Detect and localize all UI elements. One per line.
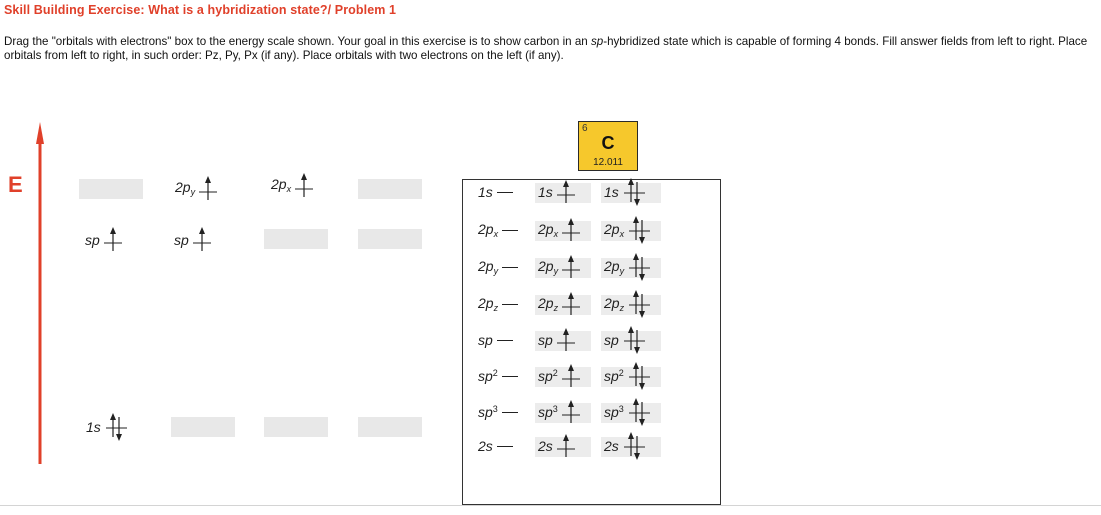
orbital-line <box>502 230 518 231</box>
orbital-label: $sp^2$ <box>478 368 498 384</box>
atomic-mass: 12.011 <box>593 157 623 168</box>
electron-pair-icon <box>621 432 647 460</box>
instructions-part-a: Drag the "orbitals with electrons" box to the energy scale shown. Your goal in this exercise is to show carbon in an <box>4 35 591 48</box>
electron-up-icon <box>555 434 577 458</box>
orbital-label: $2p_y$ <box>538 258 559 276</box>
electron-up-icon <box>293 173 315 199</box>
answer-slot-r2-4[interactable] <box>358 229 422 249</box>
electron-up-icon <box>555 328 577 352</box>
palette-orbital-1s-double[interactable] <box>604 180 647 204</box>
palette-orbital-2py-empty[interactable] <box>478 255 518 279</box>
orbital-label: 2s <box>538 438 553 454</box>
orbital-label: sp <box>604 332 619 348</box>
palette-orbital-2pz-empty[interactable] <box>478 292 518 316</box>
electron-pair-icon <box>103 413 129 441</box>
orbital-label: sp <box>174 232 189 248</box>
orbital-label: 1s <box>478 184 493 200</box>
orbital-line <box>502 304 518 305</box>
orbital-label: 1s <box>538 184 553 200</box>
orbital-sp-single[interactable] <box>174 226 213 254</box>
energy-axis-label: E <box>8 172 23 197</box>
orbital-line <box>502 412 518 413</box>
orbital-label: $2p_x$ <box>478 221 499 239</box>
orbital-label: $2p_y$ <box>604 258 625 276</box>
orbital-label: sp <box>538 332 553 348</box>
palette-orbital-2s-single[interactable] <box>538 434 577 458</box>
electron-pair-icon <box>621 326 647 354</box>
orbital-label: 1s <box>86 419 101 435</box>
orbital-label: 1s <box>604 184 619 200</box>
palette-orbital-2s-empty[interactable] <box>478 434 513 458</box>
electron-up-icon <box>191 227 213 253</box>
orbital-sp-single[interactable] <box>85 226 124 254</box>
orbital-label: $2p_z$ <box>604 295 625 313</box>
orbital-label: $sp^3$ <box>538 404 558 420</box>
energy-arrow-icon <box>36 122 44 464</box>
orbital-label: 2s <box>604 438 619 454</box>
palette-orbital-sp-double[interactable] <box>604 328 647 352</box>
palette-orbital-sp2-double[interactable] <box>604 364 652 388</box>
electron-up-icon <box>560 364 582 388</box>
orbital-label: $2p_y$ <box>175 178 196 197</box>
palette-orbital-2s-double[interactable] <box>604 434 647 458</box>
answer-slot-r3-3[interactable] <box>264 417 328 437</box>
orbital-2py-single[interactable] <box>175 175 219 203</box>
electron-up-icon <box>560 255 582 279</box>
orbital-label: $2p_z$ <box>478 295 499 313</box>
electron-pair-icon <box>626 253 652 281</box>
palette-orbital-sp3-empty[interactable] <box>478 400 518 424</box>
palette-orbital-2px-double[interactable] <box>604 218 652 242</box>
orbital-label: $2p_x$ <box>271 175 292 194</box>
instructions-part-b: -hybridized state which is capable of forming 4 bonds. Fill answer fields from left to right. Place orbitals from left to right, in such order: Pz, Py, Px (if any). Place orbitals with two electrons on the left (if any). <box>4 35 1088 62</box>
palette-orbital-sp2-single[interactable] <box>538 364 582 388</box>
answer-slot-r3-2[interactable] <box>171 417 235 437</box>
palette-orbital-sp2-empty[interactable] <box>478 364 518 388</box>
element-symbol: C <box>601 133 615 153</box>
orbital-label: $sp^2$ <box>538 368 558 384</box>
orbital-label: sp <box>85 232 100 248</box>
answer-slot-r2-3[interactable] <box>264 229 328 249</box>
palette-orbital-sp3-double[interactable] <box>604 400 652 424</box>
electron-up-icon <box>102 227 124 253</box>
instructions-sp: sp <box>590 35 604 48</box>
electron-up-icon <box>560 218 582 242</box>
orbital-label: $sp^3$ <box>604 404 624 420</box>
orbital-label: $2p_x$ <box>604 221 625 239</box>
orbital-label: sp <box>478 332 493 348</box>
orbital-line <box>502 376 518 377</box>
orbital-label: $sp^3$ <box>478 404 498 420</box>
orbital-line <box>497 446 513 447</box>
electron-up-icon <box>560 292 582 316</box>
orbital-line <box>497 340 513 341</box>
palette-orbital-1s-empty[interactable] <box>478 180 513 204</box>
orbital-label: 2s <box>478 438 493 454</box>
element-card-carbon <box>578 121 638 171</box>
palette-orbital-2pz-single[interactable] <box>538 292 582 316</box>
palette-orbital-sp-single[interactable] <box>538 328 577 352</box>
atomic-number: 6 <box>582 123 588 134</box>
bottom-divider <box>0 505 1101 506</box>
orbital-1s-double[interactable] <box>86 413 129 441</box>
orbital-label: $2p_y$ <box>478 258 499 276</box>
electron-up-icon <box>197 176 219 202</box>
palette-orbital-1s-single[interactable] <box>538 180 577 204</box>
orbital-2px-single[interactable] <box>271 172 315 200</box>
electron-pair-icon <box>626 216 652 244</box>
answer-slot-r3-4[interactable] <box>358 417 422 437</box>
electron-pair-icon <box>621 178 647 206</box>
palette-orbital-2px-empty[interactable] <box>478 218 518 242</box>
palette-orbital-2py-double[interactable] <box>604 255 652 279</box>
electron-up-icon <box>560 400 582 424</box>
orbital-label: $2p_x$ <box>538 221 559 239</box>
answer-slot-r1-1[interactable] <box>79 179 143 199</box>
orbital-line <box>502 267 518 268</box>
electron-up-icon <box>555 180 577 204</box>
orbital-label: $2p_z$ <box>538 295 559 313</box>
exercise-title: Skill Building Exercise: What is a hybridization state?/ Problem 1 <box>4 3 397 17</box>
palette-orbital-2px-single[interactable] <box>538 218 582 242</box>
answer-slot-r1-4[interactable] <box>358 179 422 199</box>
electron-pair-icon <box>626 398 652 426</box>
palette-orbital-sp3-single[interactable] <box>538 400 582 424</box>
palette-orbital-2py-single[interactable] <box>538 255 582 279</box>
palette-orbital-sp-empty[interactable] <box>478 328 513 352</box>
orbital-line <box>497 192 513 193</box>
palette-orbital-2pz-double[interactable] <box>604 292 652 316</box>
instructions <box>4 35 1094 62</box>
electron-pair-icon <box>626 362 652 390</box>
orbital-label: $sp^2$ <box>604 368 624 384</box>
electron-pair-icon <box>626 290 652 318</box>
